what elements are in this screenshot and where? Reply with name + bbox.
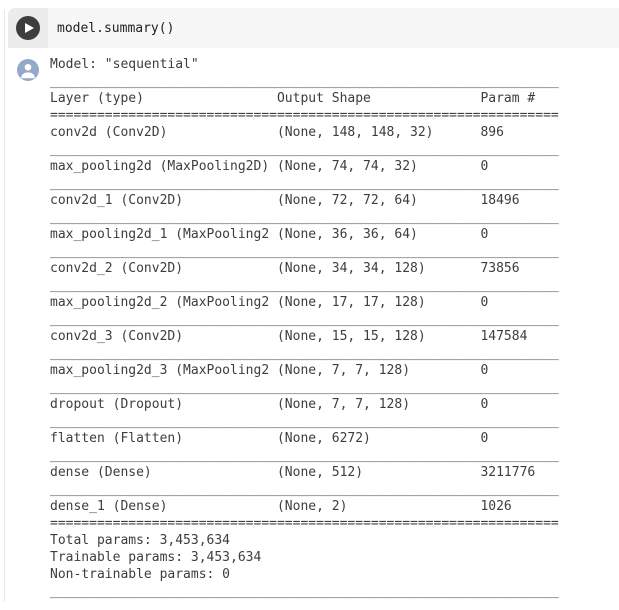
- output-gutter: [8, 48, 48, 610]
- params-cell: 0: [480, 431, 489, 446]
- layer-cell: dense (Dense): [50, 465, 152, 480]
- separator-line: _________________________________________________________________: [50, 448, 559, 463]
- shape-cell: (None, 7, 7, 128): [276, 397, 411, 412]
- shape-cell: (None, 17, 17, 128): [276, 295, 426, 310]
- table-row: [50, 464, 619, 481]
- params-cell: 0: [480, 397, 489, 412]
- total-params-line: Total params: 3,453,634: [50, 533, 231, 548]
- table-row: [50, 192, 619, 209]
- layer-cell: conv2d_1 (Conv2D): [50, 193, 184, 208]
- layer-cell: conv2d (Conv2D): [50, 125, 168, 140]
- separator-line: _________________________________________________________________: [50, 210, 559, 225]
- layer-cell: conv2d_2 (Conv2D): [50, 261, 184, 276]
- layer-cell: conv2d_3 (Conv2D): [50, 329, 184, 344]
- run-cell-button[interactable]: [16, 16, 40, 40]
- separator-line: _________________________________________________________________: [50, 244, 559, 259]
- layer-cell: max_pooling2d (MaxPooling2D): [50, 159, 270, 174]
- separator-line: _________________________________________________________________: [50, 346, 559, 361]
- layer-cell: max_pooling2d_1 (MaxPooling2: [50, 227, 270, 242]
- separator-line: _________________________________________________________________: [50, 414, 559, 429]
- code-text: model.summary(): [57, 20, 175, 36]
- separator-line: _________________________________________________________________: [50, 278, 559, 293]
- shape-cell: (None, 148, 148, 32): [276, 125, 434, 140]
- shape-cell: (None, 7, 7, 128): [276, 363, 411, 378]
- code-editor[interactable]: [48, 8, 619, 48]
- layer-cell: max_pooling2d_3 (MaxPooling2: [50, 363, 270, 378]
- params-cell: 73856: [480, 261, 520, 276]
- cell-left-border: [4, 10, 5, 602]
- shape-cell: (None, 15, 15, 128): [276, 329, 426, 344]
- table-row: [50, 498, 619, 515]
- shape-cell: (None, 6272): [276, 431, 371, 446]
- code-cell: [8, 8, 619, 48]
- params-cell: 0: [480, 295, 489, 310]
- layer-cell: dense_1 (Dense): [50, 499, 168, 514]
- separator-line: _________________________________________________________________: [50, 142, 559, 157]
- separator-line: _________________________________________________________________: [50, 176, 559, 191]
- model-summary-output: [48, 48, 619, 610]
- separator-line: _________________________________________________________________: [50, 482, 559, 497]
- table-row: [50, 124, 619, 141]
- play-icon: [25, 23, 34, 33]
- user-avatar-icon: [17, 59, 39, 81]
- params-cell: 896: [480, 125, 504, 140]
- table-row: [50, 396, 619, 413]
- table-row: [50, 226, 619, 243]
- params-cell: 3211776: [480, 465, 536, 480]
- separator-line: _________________________________________________________________: [50, 584, 559, 599]
- table-row: [50, 328, 619, 345]
- params-cell: 1026: [480, 499, 512, 514]
- header-layer: Layer (type): [50, 91, 144, 106]
- params-cell: 0: [480, 363, 489, 378]
- separator-line: =================================================================: [50, 108, 559, 123]
- non-trainable-params-line: Non-trainable params: 0: [50, 567, 231, 582]
- trainable-params-line: Trainable params: 3,453,634: [50, 550, 262, 565]
- table-row: [50, 158, 619, 175]
- params-cell: 147584: [480, 329, 528, 344]
- shape-cell: (None, 74, 74, 32): [276, 159, 418, 174]
- layer-cell: flatten (Flatten): [50, 431, 184, 446]
- shape-cell: (None, 512): [276, 465, 364, 480]
- table-row: [50, 294, 619, 311]
- layer-cell: dropout (Dropout): [50, 397, 184, 412]
- header-params: Param #: [480, 91, 536, 106]
- model-name-line: Model: "sequential": [50, 57, 199, 72]
- output-area: [8, 48, 619, 610]
- separator-line: _________________________________________________________________: [50, 74, 559, 89]
- shape-cell: (None, 36, 36, 64): [276, 227, 418, 242]
- person-icon: [17, 59, 39, 81]
- separator-line: =================================================================: [50, 516, 559, 531]
- table-header-row: [50, 90, 619, 107]
- separator-line: _________________________________________________________________: [50, 380, 559, 395]
- code-cell-gutter: [8, 8, 48, 48]
- table-row: [50, 430, 619, 447]
- shape-cell: (None, 72, 72, 64): [276, 193, 418, 208]
- layer-cell: max_pooling2d_2 (MaxPooling2: [50, 295, 270, 310]
- separator-line: _________________________________________________________________: [50, 312, 559, 327]
- table-row: [50, 362, 619, 379]
- shape-cell: (None, 2): [276, 499, 348, 514]
- params-cell: 0: [480, 227, 489, 242]
- params-cell: 18496: [480, 193, 520, 208]
- table-row: [50, 260, 619, 277]
- header-shape: Output Shape: [276, 91, 371, 106]
- shape-cell: (None, 34, 34, 128): [276, 261, 426, 276]
- params-cell: 0: [480, 159, 489, 174]
